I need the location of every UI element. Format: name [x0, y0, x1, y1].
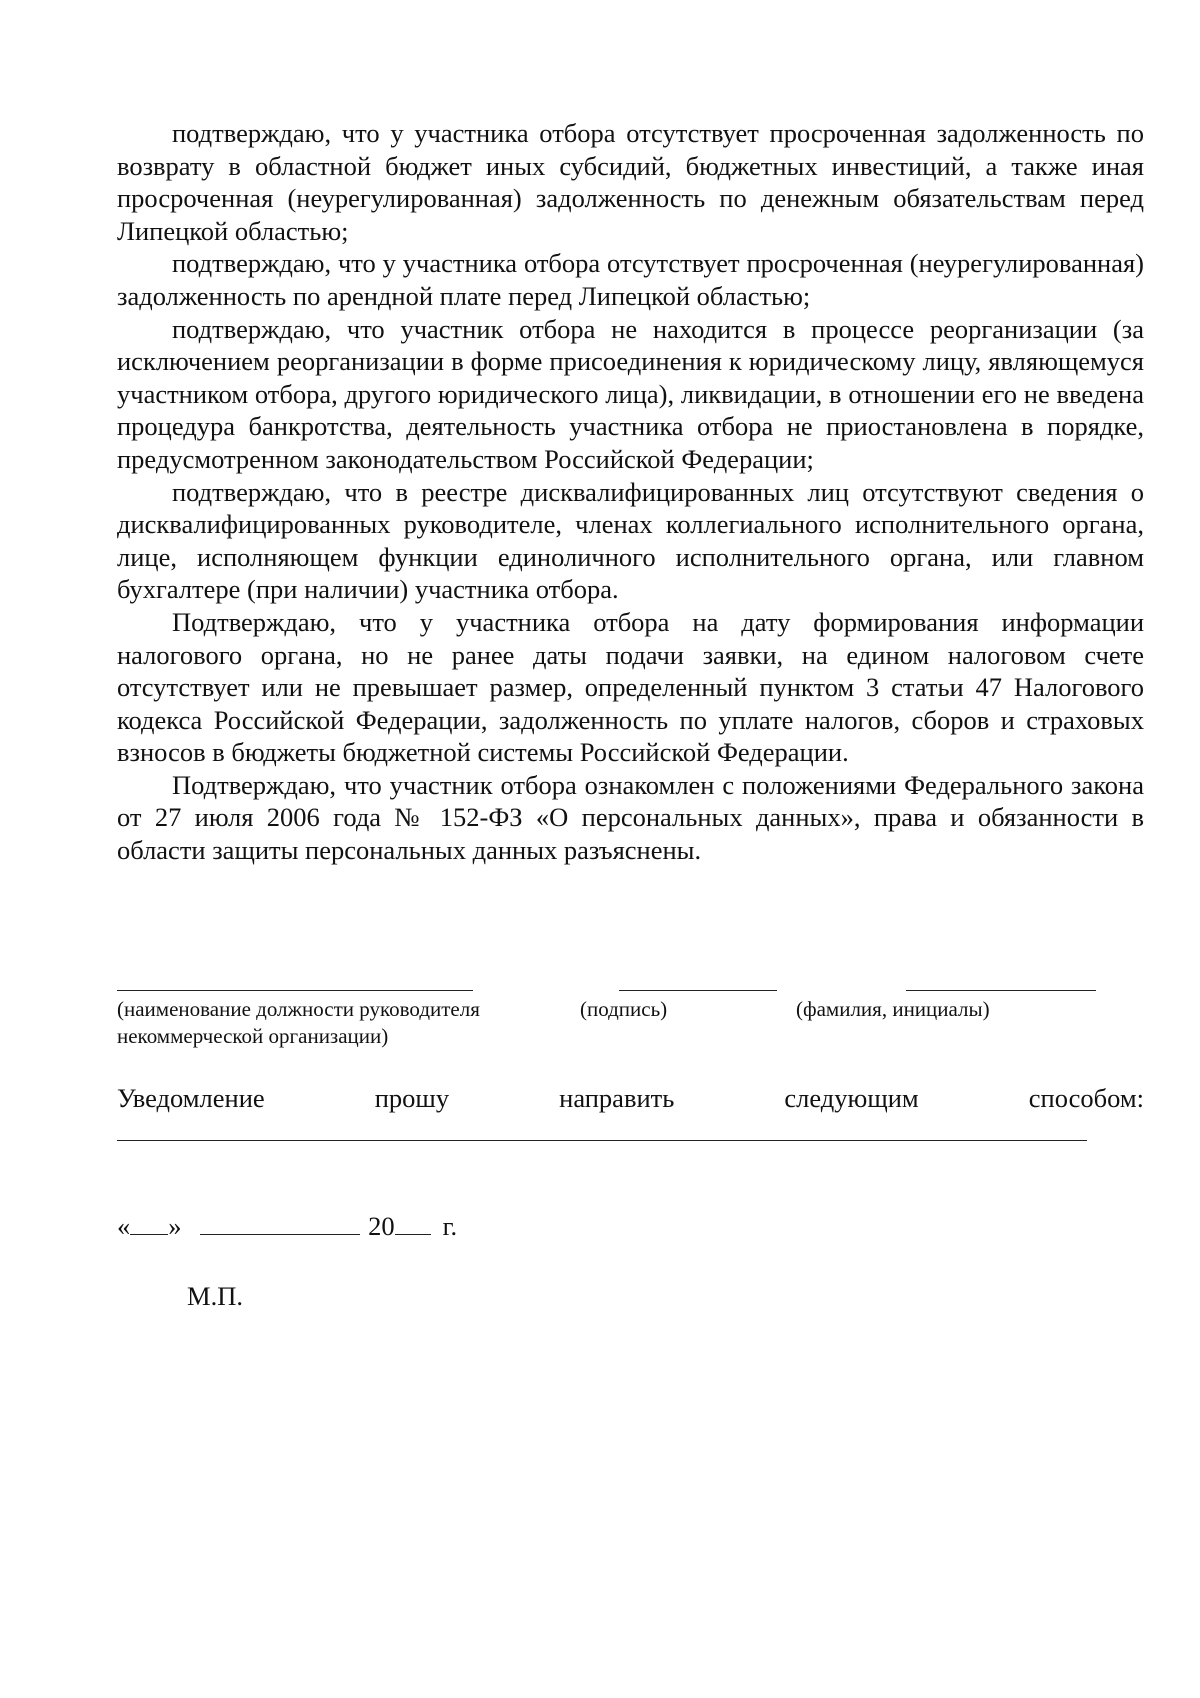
signature-label: (подпись)	[580, 997, 668, 1021]
notification-word: Уведомление	[117, 1083, 265, 1113]
notification-word: направить	[559, 1083, 675, 1113]
position-label-line2: некоммерческой организации)	[117, 1024, 389, 1048]
position-label-line1: (наименование должности руководителя	[117, 997, 480, 1021]
paragraph-disqualified-persons: подтверждаю, что в реестре дисквалифицированных лиц отсутствуют сведения о дисквалифицированных руководителе, членах коллегиального исполнительного органа, лице, исполняющем функции единоличного исполнительного органа, или главном бухгалтере (при наличии) участника отбора.	[117, 476, 1144, 605]
paragraph-rent-debt: подтверждаю, что у участника отбора отсутствует просроченная (неурегулированная) задолженность по арендной плате перед Липецкой областью;	[117, 248, 1144, 311]
date-open-quote: «	[117, 1211, 131, 1241]
stamp-place-label: М.П.	[187, 1281, 243, 1311]
name-label: (фамилия, инициалы)	[796, 997, 990, 1021]
date-close-quote: »	[168, 1211, 182, 1241]
paragraph-tax-debt: Подтверждаю, что у участника отбора на дату формирования информации налогового органа, но не ранее даты подачи заявки, на едином налоговом счете отсутствует или не превышает размер, определенный пунктом 3 статьи 47 Налогового кодекса Российской Федерации, задолженность по уплате налогов, сборов и страховых взносов в бюджеты бюджетной системы Российской Федерации.	[117, 606, 1144, 768]
year-prefix: 20	[368, 1211, 395, 1241]
name-signature-line[interactable]	[906, 990, 1096, 991]
year-suffix: г.	[442, 1211, 458, 1241]
notification-word: следующим	[784, 1083, 919, 1113]
paragraph-overdue-debt: подтверждаю, что у участника отбора отсутствует просроченная задолженность по возврату в областной бюджет иных субсидий, бюджетных инвестиций, а также иная просроченная (неурегулированная) задолженность по денежным обязательствам перед Липецкой областью;	[117, 118, 1144, 246]
document-body	[117, 117, 1144, 867]
notification-word: прошу	[374, 1083, 450, 1113]
year-blank[interactable]	[395, 1210, 431, 1235]
notification-word: способом:	[1028, 1083, 1144, 1113]
notification-method-line[interactable]	[117, 1140, 1087, 1141]
signature-block	[117, 990, 1117, 1050]
notification-request	[117, 1082, 1144, 1116]
month-blank[interactable]	[200, 1210, 360, 1235]
position-signature-line[interactable]	[117, 990, 473, 991]
day-blank[interactable]	[130, 1210, 168, 1235]
date-line	[117, 1210, 457, 1244]
paragraph-personal-data: Подтверждаю, что участник отбора ознакомлен с положениями Федерального закона от 27 июля 2006 года № 152-ФЗ «О персональных данных», права и обязанности в области защиты персональных данных разъяснены.	[117, 769, 1144, 866]
position-label	[117, 996, 480, 1050]
signature-line[interactable]	[619, 990, 777, 991]
paragraph-reorganization: подтверждаю, что участник отбора не находится в процессе реорганизации (за исключением реорганизации в форме присоединения к юридическому лицу, являющемуся участником отбора, другого юридического лица), ликвидации, в отношении его не введена процедура банкротства, деятельность участника отбора не приостановлена в порядке, предусмотренном законодательством Российской Федерации;	[117, 313, 1144, 474]
